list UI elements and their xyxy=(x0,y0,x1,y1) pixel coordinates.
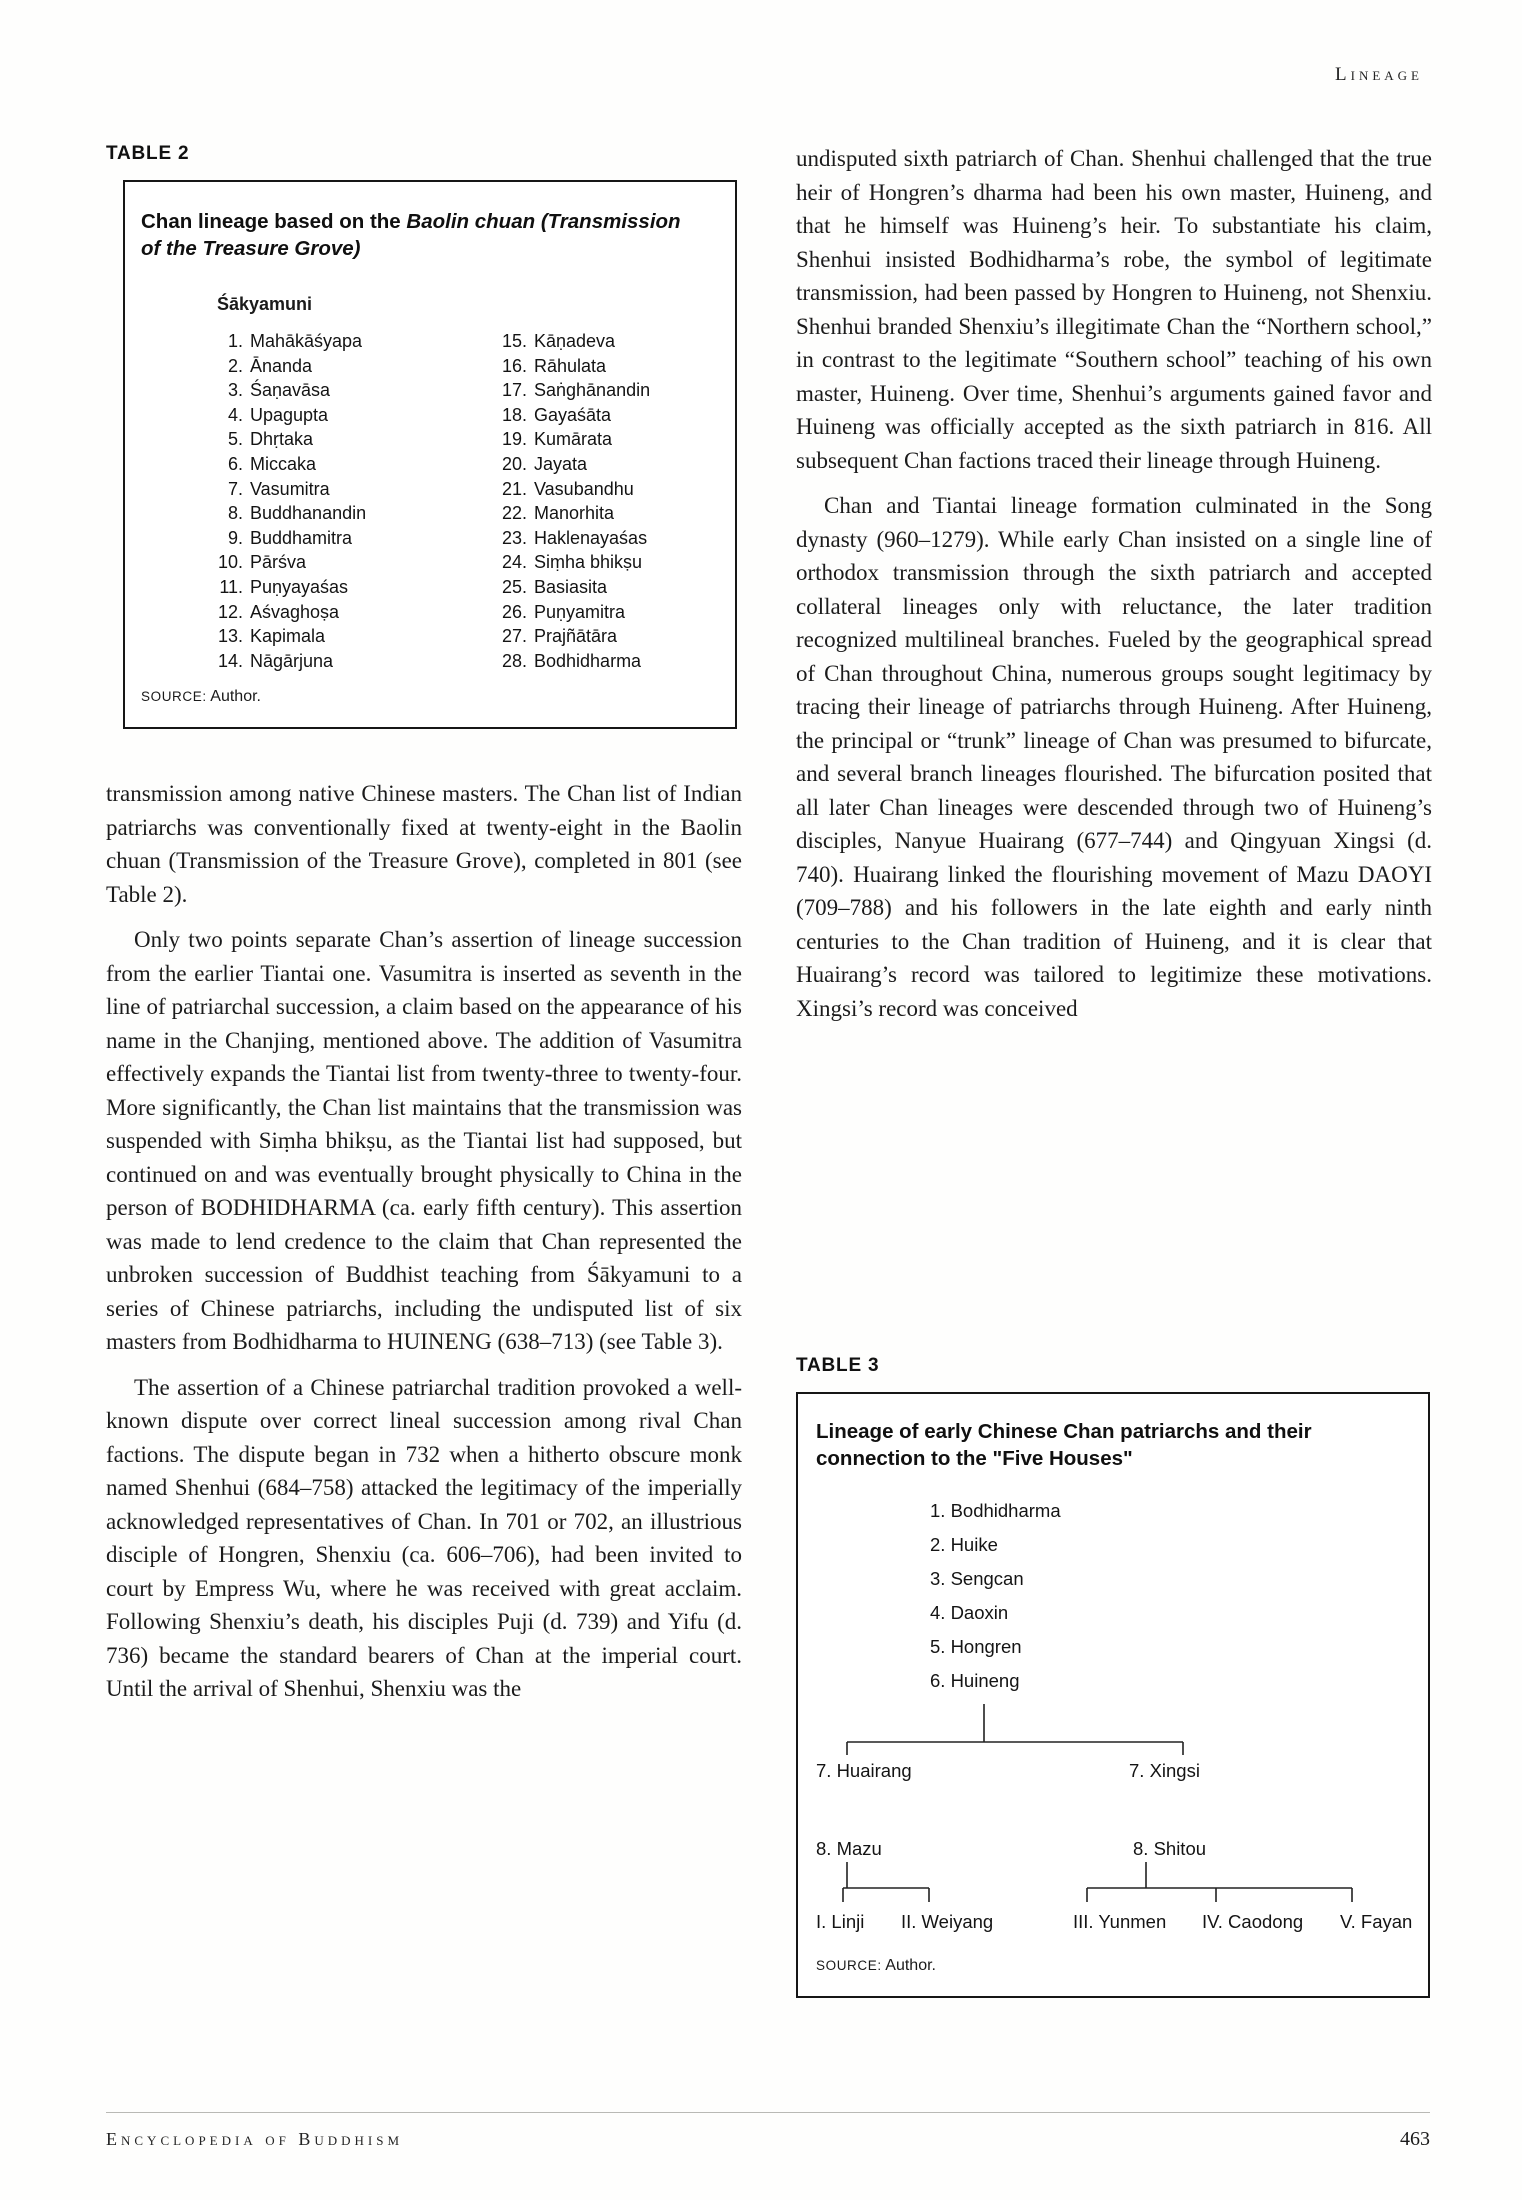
patriarch-row xyxy=(141,649,441,674)
patriarch-number: 5. xyxy=(227,429,243,450)
patriarch-name: Nāgārjuna xyxy=(250,650,334,671)
table3-title-line2: connection to the "Five Houses" xyxy=(816,1447,1133,1470)
patriarch-name: Dhṛtaka xyxy=(250,429,314,450)
patriarch-row xyxy=(441,550,719,575)
table2-label: TABLE 2 xyxy=(106,143,190,164)
patriarch-name: Mahākāśyapa xyxy=(250,331,363,351)
patriarch-row xyxy=(141,354,441,379)
patriarch-number: 28. xyxy=(501,650,527,671)
patriarch-name: Siṃha bhikṣu xyxy=(534,552,643,573)
lineage-tree-connectors xyxy=(816,1702,1414,1942)
patriarch-number: 8. xyxy=(227,503,243,524)
patriarch-number: 16. xyxy=(501,355,527,376)
lineage-entry: 2. Huike xyxy=(930,1534,998,1555)
patriarch-number: 21. xyxy=(501,478,527,499)
patriarch-number: 19. xyxy=(501,429,527,450)
table2-title-italic: Baolin chuan (Transmission of the Treasure Grove) xyxy=(141,210,681,260)
patriarch-number: 4. xyxy=(227,404,243,425)
right-column-text xyxy=(796,142,1432,1025)
patriarch-name: Puṇyamitra xyxy=(534,601,626,622)
table2-patriarch-list xyxy=(141,329,719,673)
patriarch-name: Pārśva xyxy=(250,552,307,573)
patriarch-name: Ānanda xyxy=(250,355,313,376)
patriarch-number: 24. xyxy=(501,552,527,573)
table3-title-line1: Lineage of early Chinese Chan patriarchs and their xyxy=(816,1420,1312,1443)
patriarch-name: Vasumitra xyxy=(250,478,330,499)
patriarch-name: Upagupta xyxy=(250,404,329,425)
lineage-entry: 5. Hongren xyxy=(930,1636,1022,1657)
patriarch-name: Haklenayaśas xyxy=(534,527,648,548)
patriarch-number: 7. xyxy=(227,478,243,499)
tree-node-shitou: 8. Shitou xyxy=(1133,1838,1207,1859)
patriarch-row xyxy=(141,378,441,403)
tree-node-huairang: 7. Huairang xyxy=(816,1760,912,1781)
patriarch-name: Basiasita xyxy=(534,576,608,597)
patriarch-row xyxy=(441,624,719,649)
patriarch-number: 6. xyxy=(227,453,243,474)
patriarch-name: Rāhulata xyxy=(534,355,607,376)
table2-list-column-2 xyxy=(441,329,719,673)
paragraph: transmission among native Chinese masters. The Chan list of Indian patriarchs was conventionally fixed at twenty-eight in the Baolin chuan (Transmission of the Treasure Grove), completed in 801 (see Table 2). xyxy=(106,781,742,907)
patriarch-row xyxy=(141,600,441,625)
table3-main-lineage xyxy=(930,1494,1410,1698)
patriarch-name: Buddhanandin xyxy=(250,503,367,524)
patriarch-row xyxy=(141,427,441,452)
patriarch-name: Saṅghānandin xyxy=(534,380,651,401)
lineage-entry: 1. Bodhidharma xyxy=(930,1500,1061,1521)
source-label: SOURCE: xyxy=(816,1958,882,1973)
running-head: Lineage xyxy=(1335,64,1423,85)
table2-source xyxy=(141,687,719,707)
patriarch-number: 17. xyxy=(501,380,527,401)
patriarch-name: Prajñātāra xyxy=(534,626,618,647)
table2-title-prefix: Chan lineage based on the xyxy=(141,210,407,233)
patriarch-name: Buddhamitra xyxy=(250,527,353,548)
patriarch-row xyxy=(441,575,719,600)
patriarch-name: Bodhidharma xyxy=(534,650,642,671)
patriarch-number: 25. xyxy=(501,576,527,597)
table3-title xyxy=(816,1418,1410,1472)
patriarch-name: Śaṇavāsa xyxy=(250,380,331,401)
source-value: Author. xyxy=(210,688,261,706)
patriarch-row xyxy=(441,649,719,674)
patriarch-number: 18. xyxy=(501,404,527,425)
patriarch-name: Puṇyayaśas xyxy=(250,576,349,597)
column-right xyxy=(796,142,1432,1974)
tree-node-weiyang: II. Weiyang xyxy=(901,1911,994,1932)
table3-section xyxy=(796,1354,1432,1998)
lineage-entry: 4. Daoxin xyxy=(930,1602,1009,1623)
patriarch-row xyxy=(441,477,719,502)
patriarch-name: Kapimala xyxy=(250,626,326,647)
page-footer xyxy=(106,2112,1430,2151)
patriarch-number: 3. xyxy=(227,380,243,401)
patriarch-number: 15. xyxy=(501,331,527,351)
patriarch-row xyxy=(441,452,719,477)
patriarch-number: 27. xyxy=(501,626,527,647)
patriarch-name: Miccaka xyxy=(250,453,317,474)
table2-root-patriarch: Śākyamuni xyxy=(217,294,313,314)
tree-node-fayan: V. Fayan xyxy=(1340,1911,1413,1932)
source-label: SOURCE: xyxy=(141,689,207,705)
tree-node-yunmen: III. Yunmen xyxy=(1073,1911,1167,1932)
patriarch-row xyxy=(141,329,441,354)
tree-node-mazu: 8. Mazu xyxy=(816,1838,882,1859)
tree-node-linji: I. Linji xyxy=(816,1911,865,1932)
lineage-entry: 6. Huineng xyxy=(930,1670,1020,1691)
left-column-text xyxy=(106,777,742,1706)
patriarch-row xyxy=(141,575,441,600)
patriarch-number: 11. xyxy=(219,576,243,597)
patriarch-number: 13. xyxy=(217,626,243,647)
patriarch-number: 12. xyxy=(217,601,243,622)
patriarch-row xyxy=(141,526,441,551)
patriarch-number: 1. xyxy=(227,331,243,351)
patriarch-row xyxy=(441,403,719,428)
patriarch-number: 26. xyxy=(501,601,527,622)
footer-book-title: Encyclopedia of Buddhism xyxy=(106,2129,404,2149)
column-left xyxy=(106,142,742,1706)
patriarch-name: Gayaśāta xyxy=(534,404,612,425)
patriarch-name: Jayata xyxy=(534,453,588,474)
patriarch-number: 2. xyxy=(227,355,243,376)
patriarch-name: Aśvaghoṣa xyxy=(250,601,340,622)
paragraph: The assertion of a Chinese patriarchal tradition provoked a well-known dispute over correct lineal succession among rival Chan factions. The dispute began in 732 when a hitherto obscure monk named Shenhui (684–758) attacked the legitimacy of the imperially acknowledged representatives of Chan. In 701 or 702, an illustrious disciple of Hongren, Shenxiu (ca. 606–706), had been invited to court by Empress Wu, where he was received with great acclaim. Following Shenxiu’s death, his disciples Puji (d. 739) and Yifu (d. 736) became the standard bearers of Chan at the imperial court. Until the arrival of Shenhui, Shenxiu was the xyxy=(106,1374,742,1702)
patriarch-name: Manorhita xyxy=(534,503,615,524)
patriarch-number: 10. xyxy=(217,552,243,573)
patriarch-row xyxy=(141,452,441,477)
patriarch-number: 9. xyxy=(227,527,243,548)
patriarch-number: 22. xyxy=(501,503,527,524)
source-value: Author. xyxy=(885,1957,936,1974)
tree-node-xingsi: 7. Xingsi xyxy=(1129,1760,1200,1781)
lineage-entry: 3. Sengcan xyxy=(930,1568,1024,1589)
patriarch-row xyxy=(141,501,441,526)
patriarch-row xyxy=(441,600,719,625)
patriarch-row xyxy=(141,550,441,575)
patriarch-row xyxy=(441,378,719,403)
patriarch-row xyxy=(141,403,441,428)
table2-title xyxy=(141,208,686,262)
patriarch-number: 20. xyxy=(501,453,527,474)
patriarch-row xyxy=(441,526,719,551)
table3-source xyxy=(816,1956,1410,1976)
patriarch-name: Kāṇadeva xyxy=(534,331,616,351)
patriarch-row xyxy=(141,624,441,649)
lineage-tree-diagram xyxy=(816,1702,1413,1942)
paragraph: Chan and Tiantai lineage formation culminated in the Song dynasty (960–1279). While early Chan insisted on a single line of orthodox transmission through the sixth patriarch and accepted collateral lineages only with reluctance, the later tradition recognized multilineal branches. Fueled by the geographical spread of Chan throughout China, numerous groups sought legitimacy by tracing their lineage of patriarchs through Huineng. After Huineng, the principal or “trunk” lineage of Chan was presumed to bifurcate, and several branch lineages flourished. The bifurcation posited that all later Chan lineages were descended through two of Huineng’s disciples, Nanyue Huairang (677–744) and Qingyuan Xingsi (d. 740). Huairang linked the flourishing movement of Mazu DAOYI (709–788) and his followers in the late eighth and early ninth centuries to the Chan tradition of Huineng, and it is clear that Huairang’s record was tailored to legitimize these motivations. Xingsi’s record was conceived xyxy=(796,493,1432,1021)
patriarch-name: Kumārata xyxy=(534,429,613,450)
patriarch-number: 23. xyxy=(501,527,527,548)
patriarch-row xyxy=(141,477,441,502)
patriarch-number: 14. xyxy=(217,650,243,671)
paragraph: undisputed sixth patriarch of Chan. Shenhui challenged that the true heir of Hongren’s dharma had been his own master, Huineng, and that he himself was Huineng’s heir. To substantiate his claim, Shenhui insisted Bodhidharma’s robe, the symbol of legitimate transmission, had been passed by Hongren to Huineng, not Shenxiu. Shenhui branded Shenxiu’s illegitimate Chan the “Northern school,” in contrast to the legitimate “Southern school” teaching of his own master, Huineng. Over time, Shenhui’s arguments gained favor and Huineng was officially accepted as the sixth patriarch in 816. All subsequent Chan factions traced their lineage through Huineng. xyxy=(796,146,1432,473)
patriarch-row xyxy=(441,354,719,379)
paragraph: Only two points separate Chan’s assertion of lineage succession from the earlier Tiantai one. Vasumitra is inserted as seventh in the line of patriarchal succession, a claim based on the appearance of his name in the Chanjing, mentioned above. The addition of Vasumitra effectively expands the Tiantai list from twenty-three to twenty-four. More significantly, the Chan list maintains that the transmission was suspended with Siṃha bhikṣu, as the Tiantai list had supposed, but continued on and was eventually brought physically to China in the person of BODHIDHARMA (ca. early fifth century). This assertion was made to lend credence to the claim that Chan represented the unbroken succession of Buddhist teaching from Śākyamuni to a series of Chinese patriarchs, including the undisputed list of six masters from Bodhidharma to HUINENG (638–713) (see Table 3). xyxy=(106,927,742,1355)
table2-list-column-1 xyxy=(141,329,441,673)
table2-box xyxy=(123,180,737,729)
tree-node-caodong: IV. Caodong xyxy=(1202,1911,1304,1932)
patriarch-row xyxy=(441,329,719,354)
table3-box xyxy=(796,1392,1430,1998)
page-number: 463 xyxy=(1400,2128,1430,2150)
patriarch-row xyxy=(441,501,719,526)
patriarch-row xyxy=(441,427,719,452)
patriarch-name: Vasubandhu xyxy=(534,478,634,499)
table3-label: TABLE 3 xyxy=(796,1355,880,1376)
